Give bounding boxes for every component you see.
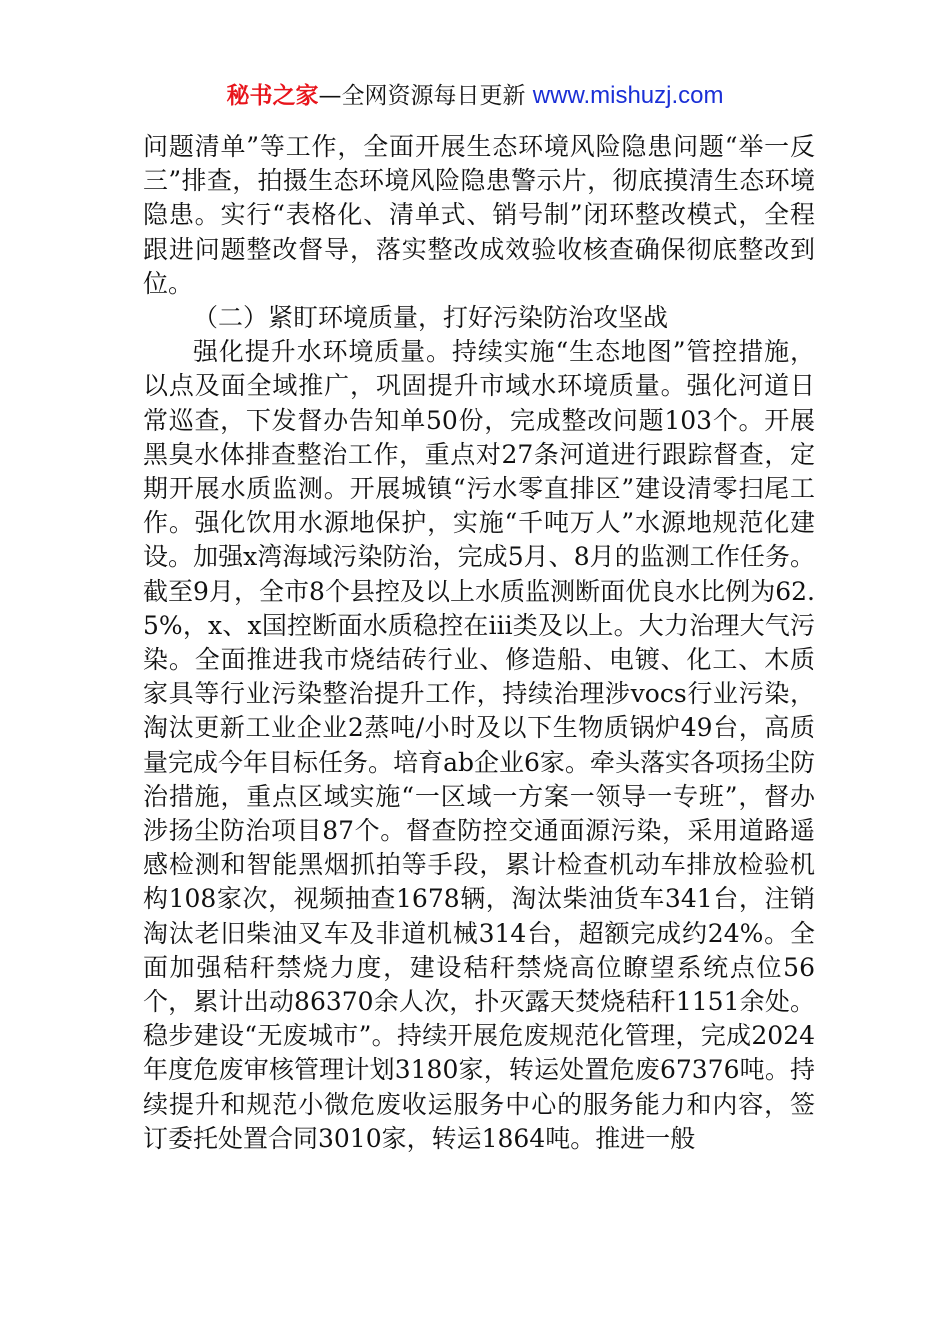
header-site-link[interactable]: www.mishuzj.com [532, 82, 724, 109]
paragraph-water-quality: 强化提升水环境质量。持续实施“生态地图”管控措施，以点及面全域推广，巩固提升市域水环境质量。强化河道日常巡查，下发督办告知单50份，完成整改问题103个。开展黑臭水体排查整治工作，重点对27条河道进行跟踪督查，定期开展水质监测。开展城镇“污水零直排区”建设清零扫尾工作。强化饮用水源地保护，实施“千吨万人”水源地规范化建设。加强x湾海域污染防治，完成5月、8月的监测工作任务。截至9月，全市8个县控及以上水质监测断面优良水比例为62.5%，x、x国控断面水质稳控在iii类及以上。大力治理大气污染。全面推进我市烧结砖行业、修造船、电镀、化工、木质家具等行业污染整治提升工作，持续治理涉vocs行业污染，淘汰更新工业企业2蒸吨/小时及以下生物质锅炉49台，高质量完成今年目标任务。培育ab企业6家。牵头落实各项扬尘防治措施，重点区域实施“一区域一方案一领导一专班”，督办涉扬尘防治项目87个。督查防控交通面源污染，采用道路遥感检测和智能黑烟抓拍等手段，累计检查机动车排放检验机构108家次，视频抽查1678辆，淘汰柴油货车341台，注销淘汰老旧柴油叉车及非道机械314台，超额完成约24%。全面加强秸秆禁烧力度，建设秸秆禁烧高位瞭望系统点位56个，累计出动86370余人次，扑灭露天焚烧秸秆1151余处。稳步建设“无废城市”。持续开展危废规范化管理，完成2024年度危废审核管理计划3180家，转运处置危废67376吨。持续提升和规范小微危废收运服务中心的服务能力和内容，签订委托处置合同3010家，转运1864吨。推进一般 [143, 337, 815, 1153]
header-tagline: —全网资源每日更新 [318, 83, 526, 109]
document-body [143, 130, 815, 1156]
header-brand: 秘书之家 [226, 83, 319, 109]
page-header [0, 80, 950, 112]
section-heading: （二）紧盯环境质量，打好污染防治攻坚战 [193, 303, 669, 333]
paragraph-continuation: 问题清单”等工作，全面开展生态环境风险隐患问题“举一反三”排查，拍摄生态环境风险隐患警示片，彻底摸清生态环境隐患。实行“表格化、清单式、销号制”闭环整改模式，全程跟进问题整改督导，落实整改成效验收核查确保彻底整改到位。 [143, 132, 815, 298]
